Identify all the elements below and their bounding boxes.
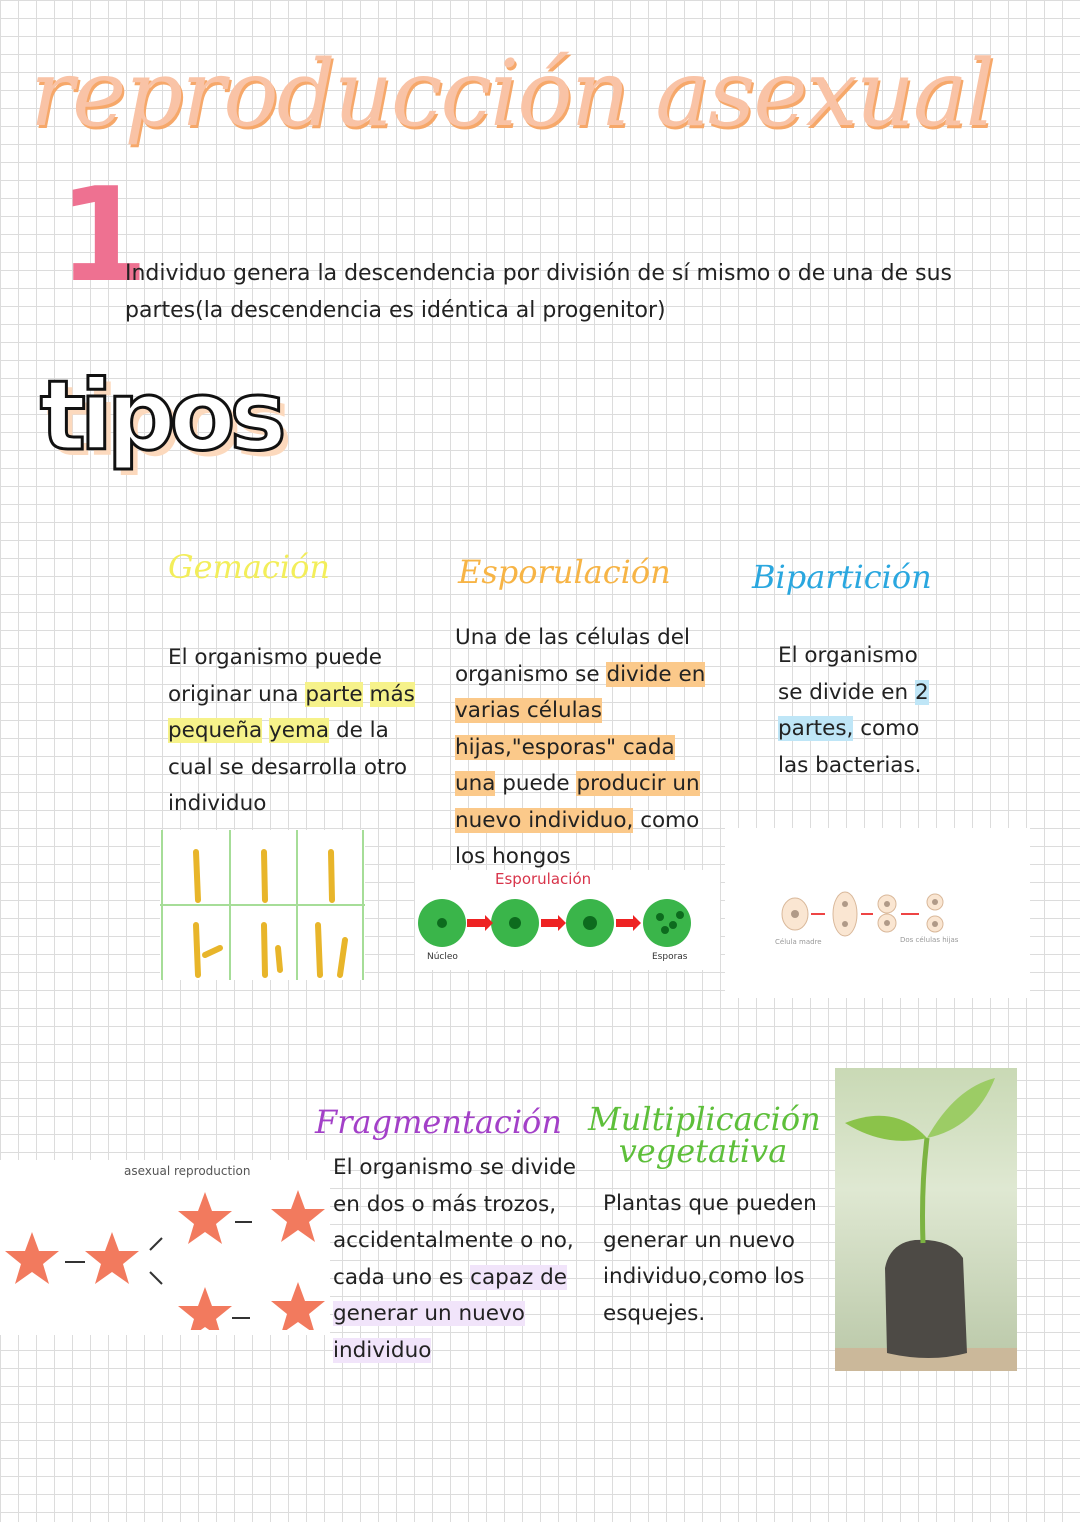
biparticion-text (778, 638, 948, 784)
mother-cell-label: Célula madre (775, 938, 822, 946)
fragmentacion-heading: Fragmentación (315, 1103, 562, 1141)
sporulation-image-title: Esporulación (495, 870, 592, 888)
biparticion-heading: Bipartición (752, 558, 932, 596)
gemacion-heading: Gemación (168, 548, 330, 586)
page-title: reproducción asexual (30, 40, 994, 147)
highlight: parte (305, 681, 363, 707)
sporulation-image (415, 870, 720, 970)
spores-label: Esporas (652, 952, 688, 962)
types-heading: tipos (40, 360, 281, 472)
sporulation-diagram (415, 895, 715, 955)
multiplicacion-heading: Multiplicación vegetativa (588, 1100, 821, 1170)
seedling-photo (835, 1068, 1017, 1371)
starfish-image-title: asexual reproduction (124, 1164, 251, 1178)
text: Una de las células del organismo se (455, 625, 690, 687)
text: El organismo se divide en (778, 643, 918, 705)
nucleus-label: Núcleo (427, 952, 458, 962)
text: de la cual se desarrolla otro individuo (168, 718, 407, 816)
esporulacion-heading: Esporulación (458, 553, 671, 591)
starfish-diagram (0, 1180, 330, 1330)
highlight: divide en varias células hijas,"esporas" cada una (455, 661, 706, 796)
section-number: 1 (58, 159, 149, 311)
multiplicacion-text: Plantas que pueden generar un nuevo individuo,como los esquejes. (603, 1191, 817, 1326)
binary-fission-diagram (775, 890, 1005, 940)
highlight: más pequeña (168, 681, 415, 743)
text: puede (495, 771, 577, 796)
seedling-illustration (835, 1068, 1017, 1371)
highlight: 2 partes, (778, 679, 929, 741)
highlight: capaz de generar un nuevo individuo (333, 1264, 567, 1363)
highlight: yema (269, 718, 330, 743)
esporulacion-text (455, 620, 710, 876)
hydra-budding-image (160, 830, 365, 980)
gemacion-text (168, 640, 433, 823)
text: El organismo se divide en dos o más trozos, accidentalmente o no, cada uno es (333, 1155, 577, 1290)
daughter-cells-label: Dos células hijas (900, 936, 959, 944)
intro-text: Individuo genera la descendencia por división de sí mismo o de una de sus partes(la descendencia es idéntica al progenitor) (125, 261, 953, 323)
highlight: producir un nuevo individuo, (455, 771, 700, 833)
text: como las bacterias. (778, 716, 922, 778)
starfish-image (0, 1160, 330, 1335)
fragmentacion-text (333, 1150, 578, 1369)
text: como los hongos (455, 807, 700, 869)
binary-fission-image (725, 828, 1030, 998)
text (262, 718, 269, 743)
text: El organismo puede originar una (168, 645, 382, 707)
hydra-illustration (160, 830, 365, 980)
